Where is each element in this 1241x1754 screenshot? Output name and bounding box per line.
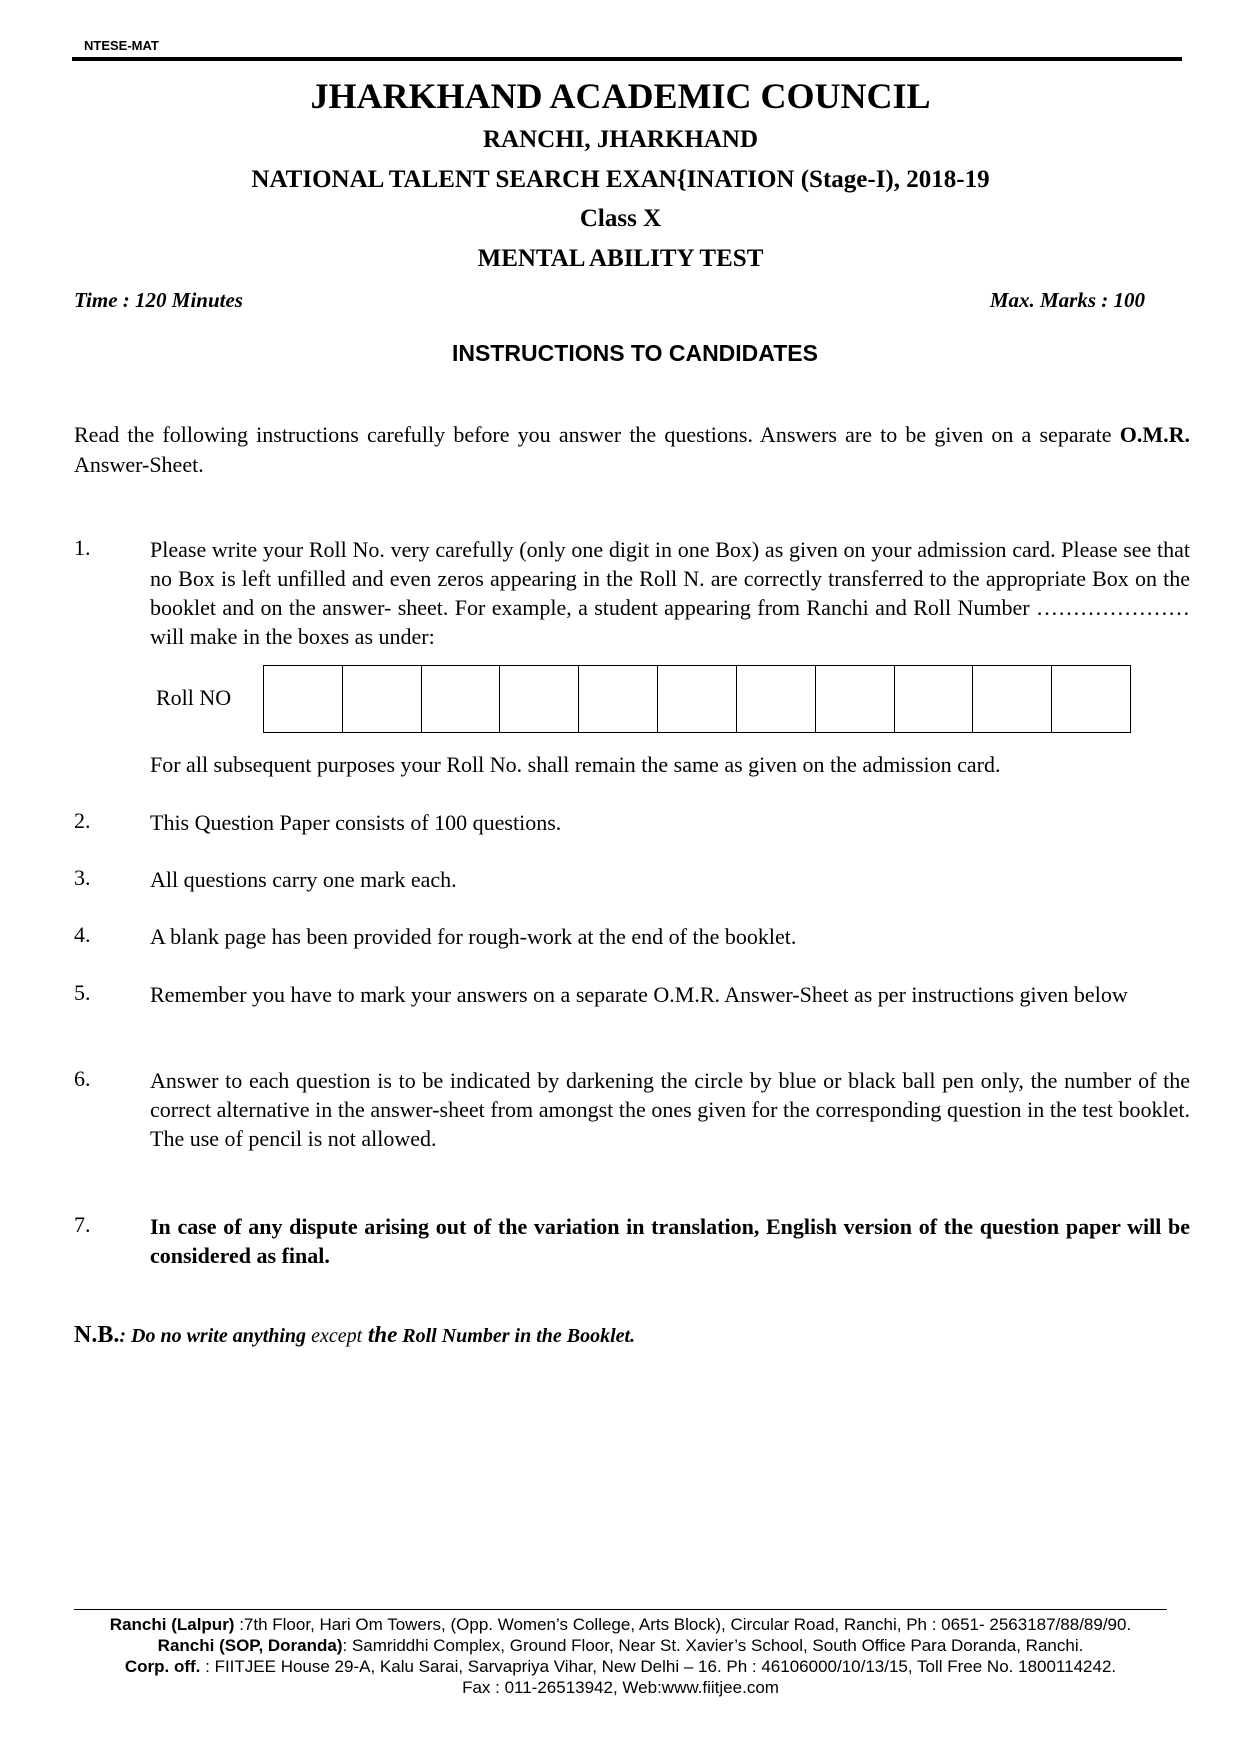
roll-box[interactable] [737, 666, 816, 732]
footer-address-doranda [0, 1635, 1241, 1656]
header-tag: NTESE-MAT [84, 38, 159, 53]
roll-note: For all subsequent purposes your Roll No. shall remain the same as given on the admission card. [150, 752, 1001, 777]
footer-rule [74, 1609, 1167, 1610]
footer-contact: Fax : 011-26513942, Web:www.fiitjee.com [462, 1678, 779, 1697]
roll-box[interactable] [422, 666, 501, 732]
roll-label: Roll NO [156, 685, 232, 710]
exam-title: NATIONAL TALENT SEARCH EXAN{INATION (Stage-I), 2018-19 [251, 166, 990, 193]
nb-except: except [311, 1325, 363, 1347]
intro-omr: O.M.R. [1119, 422, 1190, 447]
item-text: A blank page has been provided for rough-work at the end of the booklet. [150, 924, 797, 949]
footer-office-name: Corp. off. [124, 1657, 201, 1676]
item-text: All questions carry one mark each. [150, 867, 457, 892]
nota-bene [74, 1322, 635, 1349]
intro-tail: Answer-Sheet. [74, 452, 204, 477]
roll-box[interactable] [816, 666, 895, 732]
footer-office-address: :7th Floor, Hari Om Towers, (Opp. Women’s College, Arts Block), Circular Road, Ranchi, Ph : 0651- 2563187/88/89/90. [234, 1615, 1132, 1634]
council-title: JHARKHAND ACADEMIC COUNCIL [310, 76, 931, 116]
item-number: 6. [74, 1066, 91, 1091]
roll-box[interactable] [895, 666, 974, 732]
nb-text: Do no write anything [126, 1325, 312, 1347]
item-text: Remember you have to mark your answers on a separate O.M.R. Answer-Sheet as per instructions given below [150, 982, 1128, 1007]
item-text: This Question Paper consists of 100 questions. [150, 810, 562, 835]
roll-box[interactable] [500, 666, 579, 732]
roll-box[interactable] [343, 666, 422, 732]
roll-box[interactable] [579, 666, 658, 732]
time-limit: Time : 120 Minutes [74, 288, 243, 312]
intro-text: Read the following instructions carefully before you answer the questions. Answers are to be given on a separate [74, 422, 1120, 447]
item-text: Please write your Roll No. very carefully (only one digit in one Box) as given on your admission card. Please see that no Box is left unfilled and even zeros appearing in the Roll N. are correctly transferred to the appropriate Box on the booklet and on the answer- sheet. For example, a student appearing from Ranchi and Roll Number ………………… will make in the boxes as under: [150, 537, 1190, 649]
roll-number-boxes[interactable] [263, 665, 1131, 733]
item-number: 5. [74, 980, 91, 1005]
item-number: 1. [74, 535, 91, 560]
location-title: RANCHI, JHARKHAND [483, 126, 758, 153]
roll-box[interactable] [1052, 666, 1130, 732]
footer-office-name: Ranchi (Lalpur) [109, 1615, 235, 1634]
footer-corporate-office [0, 1656, 1241, 1677]
class-title: Class X [579, 205, 662, 232]
roll-box[interactable] [264, 666, 343, 732]
nb-the: the [362, 1322, 398, 1347]
item-number: 7. [74, 1212, 91, 1237]
item-number: 3. [74, 865, 91, 890]
test-title: MENTAL ABILITY TEST [477, 245, 764, 272]
roll-box[interactable] [973, 666, 1052, 732]
max-marks: Max. Marks : 100 [989, 288, 1145, 312]
nb-label: N.B. [74, 1322, 120, 1348]
footer-office-address: : FIITJEE House 29-A, Kalu Sarai, Sarvapriya Vihar, New Delhi – 16. Ph : 46106000/10/13/15, Toll Free No. 1800114242. [200, 1657, 1117, 1676]
item-text: Answer to each question is to be indicated by darkening the circle by blue or black ball pen only, the number of the correct alternative in the answer-sheet from amongst the ones given for the corresponding question in the test booklet. The use of pencil is not allowed. [150, 1068, 1190, 1151]
roll-box[interactable] [658, 666, 737, 732]
nb-colon: : [119, 1325, 127, 1347]
footer-address-lalpur [0, 1614, 1241, 1635]
instructions-heading: INSTRUCTIONS TO CANDIDATES [452, 340, 818, 366]
header-rule [72, 57, 1182, 61]
item-number: 2. [74, 808, 91, 833]
item-number: 4. [74, 922, 91, 947]
item-text-final: In case of any dispute arising out of the variation in translation, English version of the question paper will be considered as final. [150, 1214, 1190, 1268]
footer-office-address: : Samriddhi Complex, Ground Floor, Near St. Xavier’s School, South Office Para Doranda, Ranchi. [342, 1636, 1084, 1655]
nb-text-end: Roll Number in the Booklet. [397, 1325, 636, 1347]
footer-office-name: Ranchi (SOP, Doranda) [157, 1636, 343, 1655]
intro-paragraph [74, 420, 1190, 480]
